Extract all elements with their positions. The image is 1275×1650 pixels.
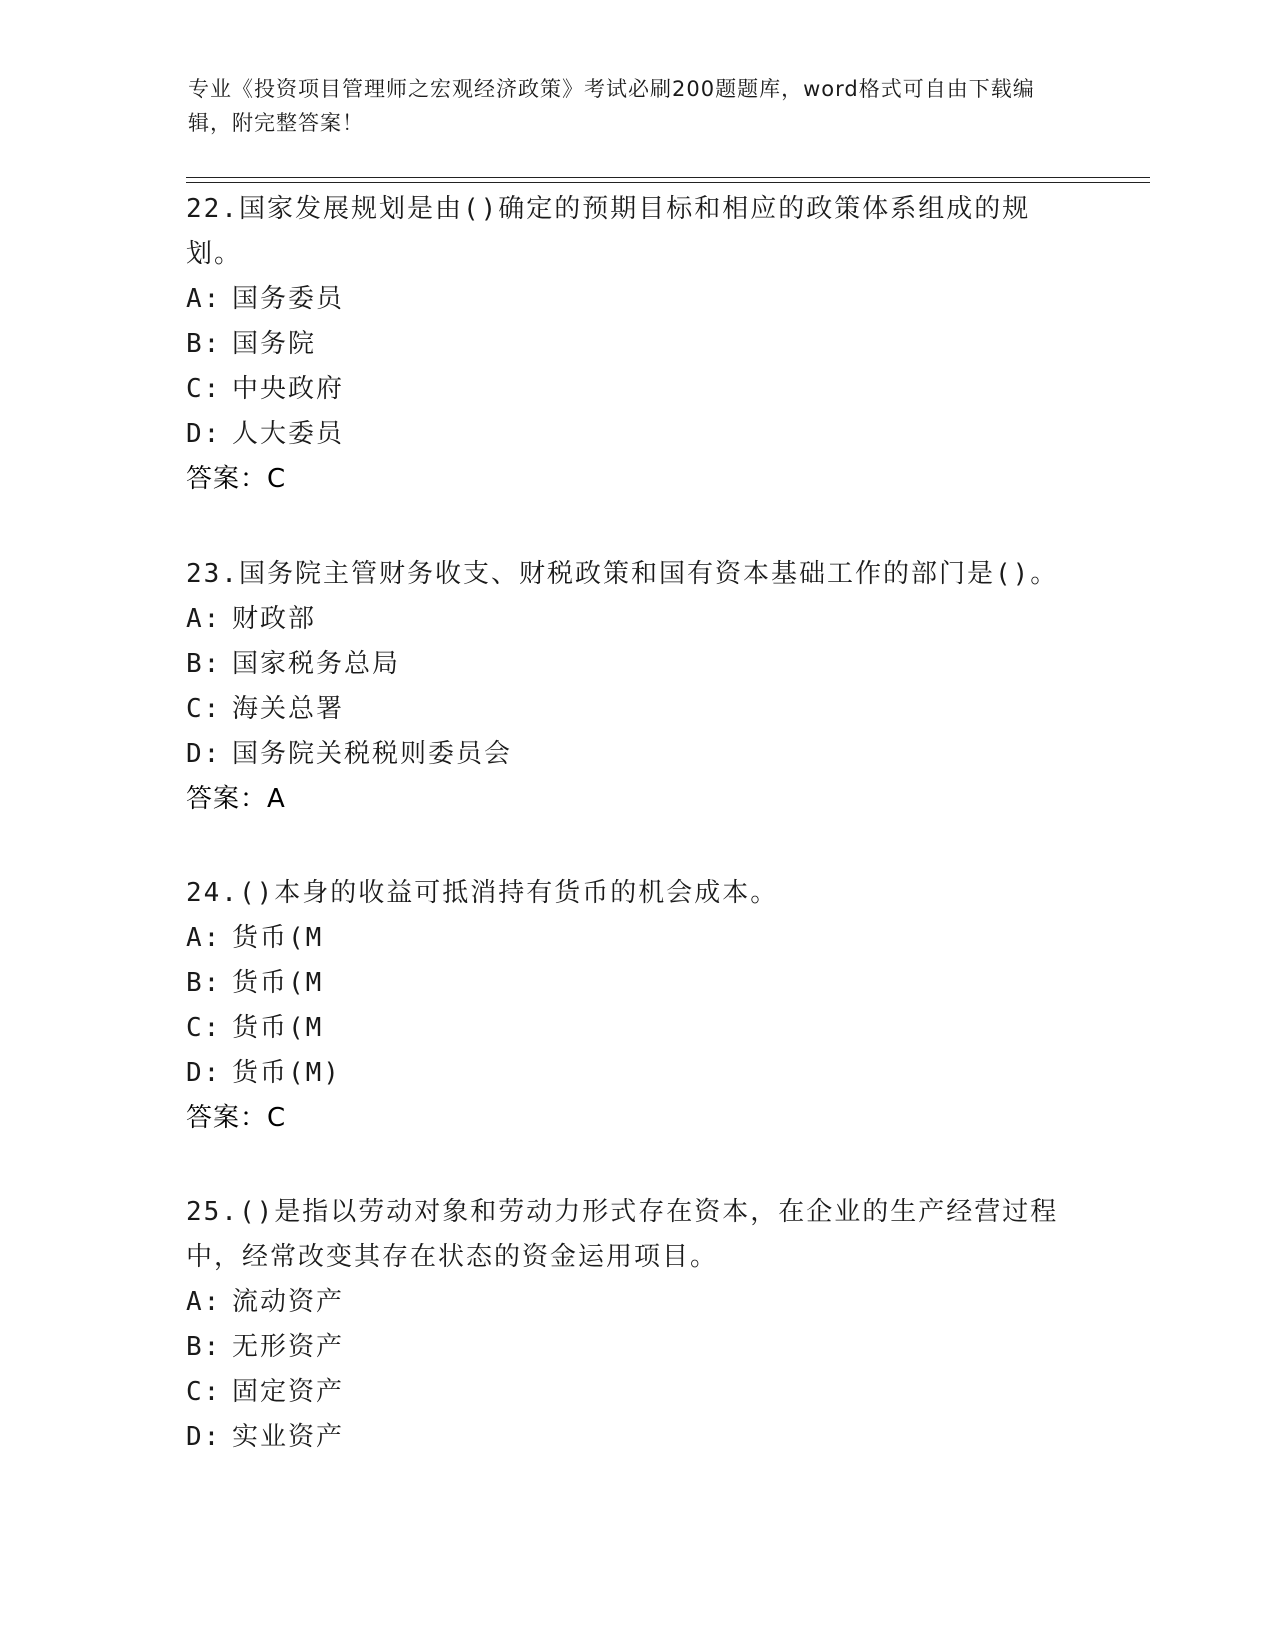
option-letter: C: (186, 1013, 222, 1043)
option-letter: A: (186, 604, 222, 634)
option-letter: D: (186, 1058, 222, 1088)
question-22 (186, 187, 1086, 502)
option-text: 货币(M) (232, 1058, 341, 1088)
option-letter: C: (186, 374, 222, 404)
header-divider-bottom (186, 182, 1150, 183)
question-stem: 25.()是指以劳动对象和劳动力形式存在资本，在企业的生产经营过程中，经常改变其存在状态的资金运用项目。 (186, 1197, 1059, 1272)
option-a (186, 1280, 1086, 1325)
option-text: 中央政府 (232, 374, 345, 404)
option-b (186, 961, 1086, 1006)
question-25 (186, 1190, 1086, 1460)
option-c (186, 1006, 1086, 1051)
option-text: 实业资产 (232, 1422, 345, 1452)
option-text: 货币(M (232, 1013, 324, 1043)
option-d (186, 1051, 1086, 1096)
option-text: 财政部 (232, 604, 317, 634)
option-d (186, 732, 1086, 777)
option-text: 国务院 (232, 329, 317, 359)
answer-line: 答案：C (186, 464, 287, 494)
option-letter: B: (186, 968, 222, 998)
option-a (186, 597, 1086, 642)
option-letter: D: (186, 1422, 222, 1452)
option-c (186, 687, 1086, 732)
option-a (186, 277, 1086, 322)
question-stem: 24.()本身的收益可抵消持有货币的机会成本。 (186, 878, 779, 908)
question-stem: 23.国务院主管财务收支、财税政策和国有资本基础工作的部门是()。 (186, 559, 1059, 589)
option-letter: D: (186, 419, 222, 449)
option-b (186, 322, 1086, 367)
option-d (186, 412, 1086, 457)
option-text: 流动资产 (232, 1287, 345, 1317)
option-text: 货币(M (232, 923, 324, 953)
answer-line: 答案：A (186, 784, 286, 814)
option-letter: B: (186, 1332, 222, 1362)
option-text: 无形资产 (232, 1332, 345, 1362)
question-24 (186, 871, 1086, 1141)
option-letter: D: (186, 739, 222, 769)
header-divider-top (186, 177, 1150, 178)
answer-line: 答案：C (186, 1103, 287, 1133)
option-text: 固定资产 (232, 1377, 345, 1407)
option-letter: A: (186, 284, 222, 314)
option-text: 国务院关税税则委员会 (232, 739, 513, 769)
option-c (186, 1370, 1086, 1415)
option-text: 国家税务总局 (232, 649, 401, 679)
question-stem: 22.国家发展规划是由()确定的预期目标和相应的政策体系组成的规划。 (186, 194, 1031, 269)
option-text: 国务委员 (232, 284, 345, 314)
option-text: 货币(M (232, 968, 324, 998)
option-letter: C: (186, 1377, 222, 1407)
option-d (186, 1415, 1086, 1460)
option-text: 海关总署 (232, 694, 345, 724)
option-c (186, 367, 1086, 412)
option-letter: B: (186, 649, 222, 679)
question-23 (186, 552, 1086, 822)
option-letter: C: (186, 694, 222, 724)
option-b (186, 1325, 1086, 1370)
option-letter: A: (186, 1287, 222, 1317)
option-a (186, 916, 1086, 961)
document-header: 专业《投资项目管理师之宏观经济政策》考试必刷200题题库，word格式可自由下载编辑，附完整答案！ (188, 77, 1035, 135)
option-letter: A: (186, 923, 222, 953)
option-text: 人大委员 (232, 419, 345, 449)
option-b (186, 642, 1086, 687)
option-letter: B: (186, 329, 222, 359)
